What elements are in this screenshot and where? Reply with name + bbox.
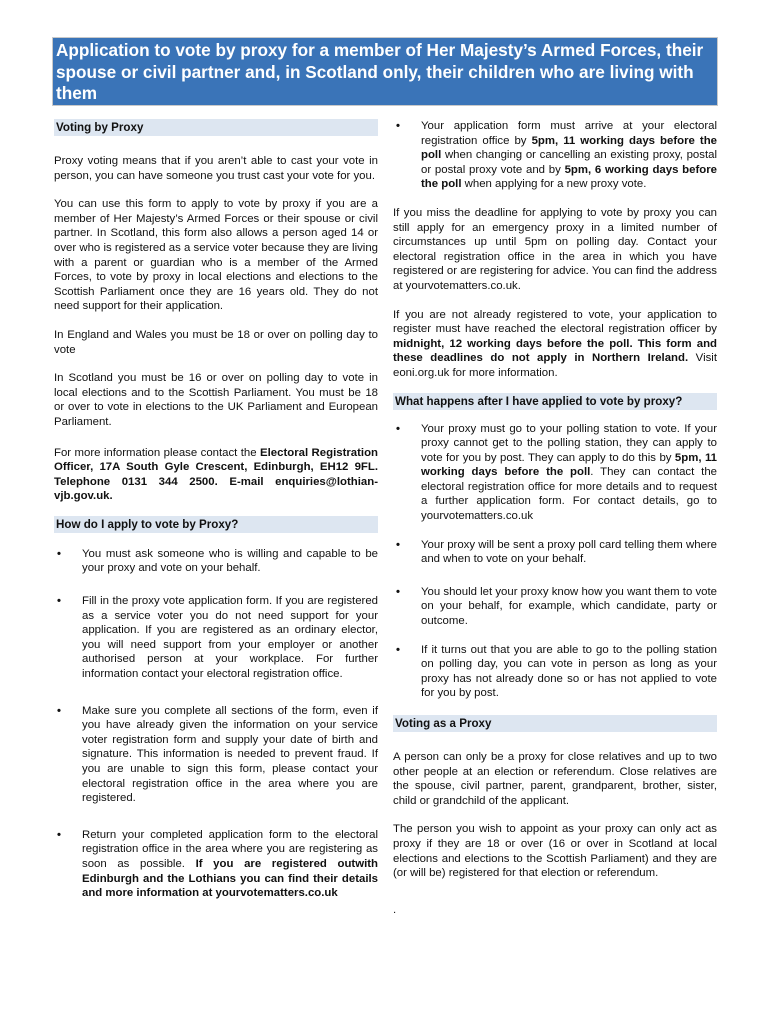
list-item [393,119,717,192]
list-item-text: Fill in the proxy vote application form. If you are registered as a service voter you do not need support for your application. If you are registered as an ordinary elector, you will need support from your employer or another authorised person at your workplace. For further information contact your electoral registration office. [82,595,378,681]
page-title: Application to vote by proxy for a member of Her Majesty’s Armed Forces, their spouse or civil partner and, in Scotland only, their children who are living with them [52,37,718,106]
list-item [393,585,717,629]
list-item [54,828,378,901]
bullet-icon: • [57,547,61,560]
section-heading-voting-by-proxy: Voting by Proxy [54,119,378,136]
list-item [393,422,717,524]
end-mark: . [393,903,397,916]
electoral-office-contact: Electoral Registration Officer, 17A South Gyle Crescent, Edinburgh, EH12 9FL. Telephone 0131 344 2500. E-mail enquiries@lothian-vjb.gov.uk. [54,446,379,503]
list-item-text: You must ask someone who is willing and capable to be your proxy and vote on your behalf. [82,547,378,575]
bullet-icon: • [57,595,61,608]
list-item-text: You should let your proxy know how you want them to vote on your behalf, for example, which candidate, party or outcome. [421,585,717,628]
bullet-icon: • [396,120,400,132]
bullet-icon: • [57,828,61,841]
paragraph-close-relatives: A person can only be a proxy for close relatives and up to two other people at an election or referendum. Close relatives are the spouse, civil partner, parent, grandparent, brother, sister, child or grandchild of the applicant. [393,751,717,807]
list-item-text: Your application form must arrive at your electoral registration office by 5pm, 11 working days before the poll when changing or cancelling an existing proxy, postal or postal proxy vote and by 5pm, 6 working days before the poll when applying for a new proxy vote. [421,120,717,191]
paragraph-emergency-proxy: If you miss the deadline for applying to vote by proxy you can still apply for an emergency proxy in a limited number of circumstances up until 5pm on polling day. Contact your electoral registration office in the area in which you have registered or are registering for advice. You can find the address at yourvotematters.co.uk. [393,206,717,292]
paragraph-contact-info [54,446,378,504]
list-item [54,704,378,806]
list-item [393,538,717,567]
list-item-text: Your proxy will be sent a proxy poll card telling them where and when to vote on your behalf. [421,538,717,566]
list-item-text: Your proxy must go to your polling station to vote. If your proxy cannot get to the polling station, they can apply to vote for you by post. They can apply to do this by 5pm, 11 working days before the poll. They can contact the electoral registration office for more details and to request a further application form. For contact details, go to yourvotematters.co.uk [421,422,717,523]
section-heading-how-to-apply: How do I apply to vote by Proxy? [54,516,378,533]
paragraph-eligibility: You can use this form to apply to vote by proxy if you are a member of Her Majesty’s Armed Forces or their spouse or civil partner. In Scotland, this form also allows a person aged 14 or over who is registered as a service voter because they are living with a parent or guardian who is a member of the Armed Forces, to vote by proxy in local elections and elections to the Scottish Parliament once they are 16 years old. They do not need support for their application. [54,198,378,313]
paragraph-proxy-definition: Proxy voting means that if you aren’t able to cast your vote in person, you can have someone you trust cast your vote for you. [54,155,378,182]
paragraph-england-wales-age: In England and Wales you must be 18 or over on polling day to vote [54,328,378,356]
right-column [393,119,717,917]
list-item [54,547,378,576]
bullet-icon: • [396,422,400,435]
left-column [54,119,378,901]
list-item [54,594,378,682]
paragraph-not-registered: If you are not already registered to vote, your application to register must have reached the electoral registration officer by midnight, 12 working days before the poll. This form and these deadlines do not apply in Northern Ireland. Visit eoni.org.uk for more information. [393,308,717,379]
paragraph-scotland-age: In Scotland you must be 16 or over on polling day to vote in local elections and to the Scottish Parliament. You must be 18 or over to vote in elections to the UK Parliament and European Parliament. [54,372,378,428]
list-item [393,643,717,701]
bullet-icon: • [57,704,61,717]
contact-intro-text: For more information please contact the [54,446,261,459]
section-heading-voting-as-proxy: Voting as a Proxy [393,715,717,732]
bullet-icon: • [396,538,400,551]
paragraph-proxy-eligibility: The person you wish to appoint as your proxy can only act as proxy if they are 18 or over (16 or over in Scotland at local elections and elections to the Scottish Parliament) and they are (or will be) registered for that election or referendum. [393,823,717,880]
section-heading-what-happens: What happens after I have applied to vote by proxy? [393,393,717,410]
bullet-icon: • [396,643,400,656]
list-item-text: If it turns out that you are able to go to the polling station on polling day, you can vote in person as long as your proxy has not already done so or has not applied to vote for you by post. [421,643,717,700]
bullet-icon: • [396,585,400,598]
list-item-text: Make sure you complete all sections of the form, even if you have already given the information on your service voter registration form and supply your date of birth and signature. This information is needed to prevent fraud. If you are unable to sign this form, please contact your electoral registration office in the area where you are registered. [82,704,378,805]
list-item-text: Return your completed application form to the electoral registration office in the area where you are registering as soon as possible. If you are registered outwith Edinburgh and the Lothians you can find their details and more information at yourvotematters.co.uk [82,828,378,900]
